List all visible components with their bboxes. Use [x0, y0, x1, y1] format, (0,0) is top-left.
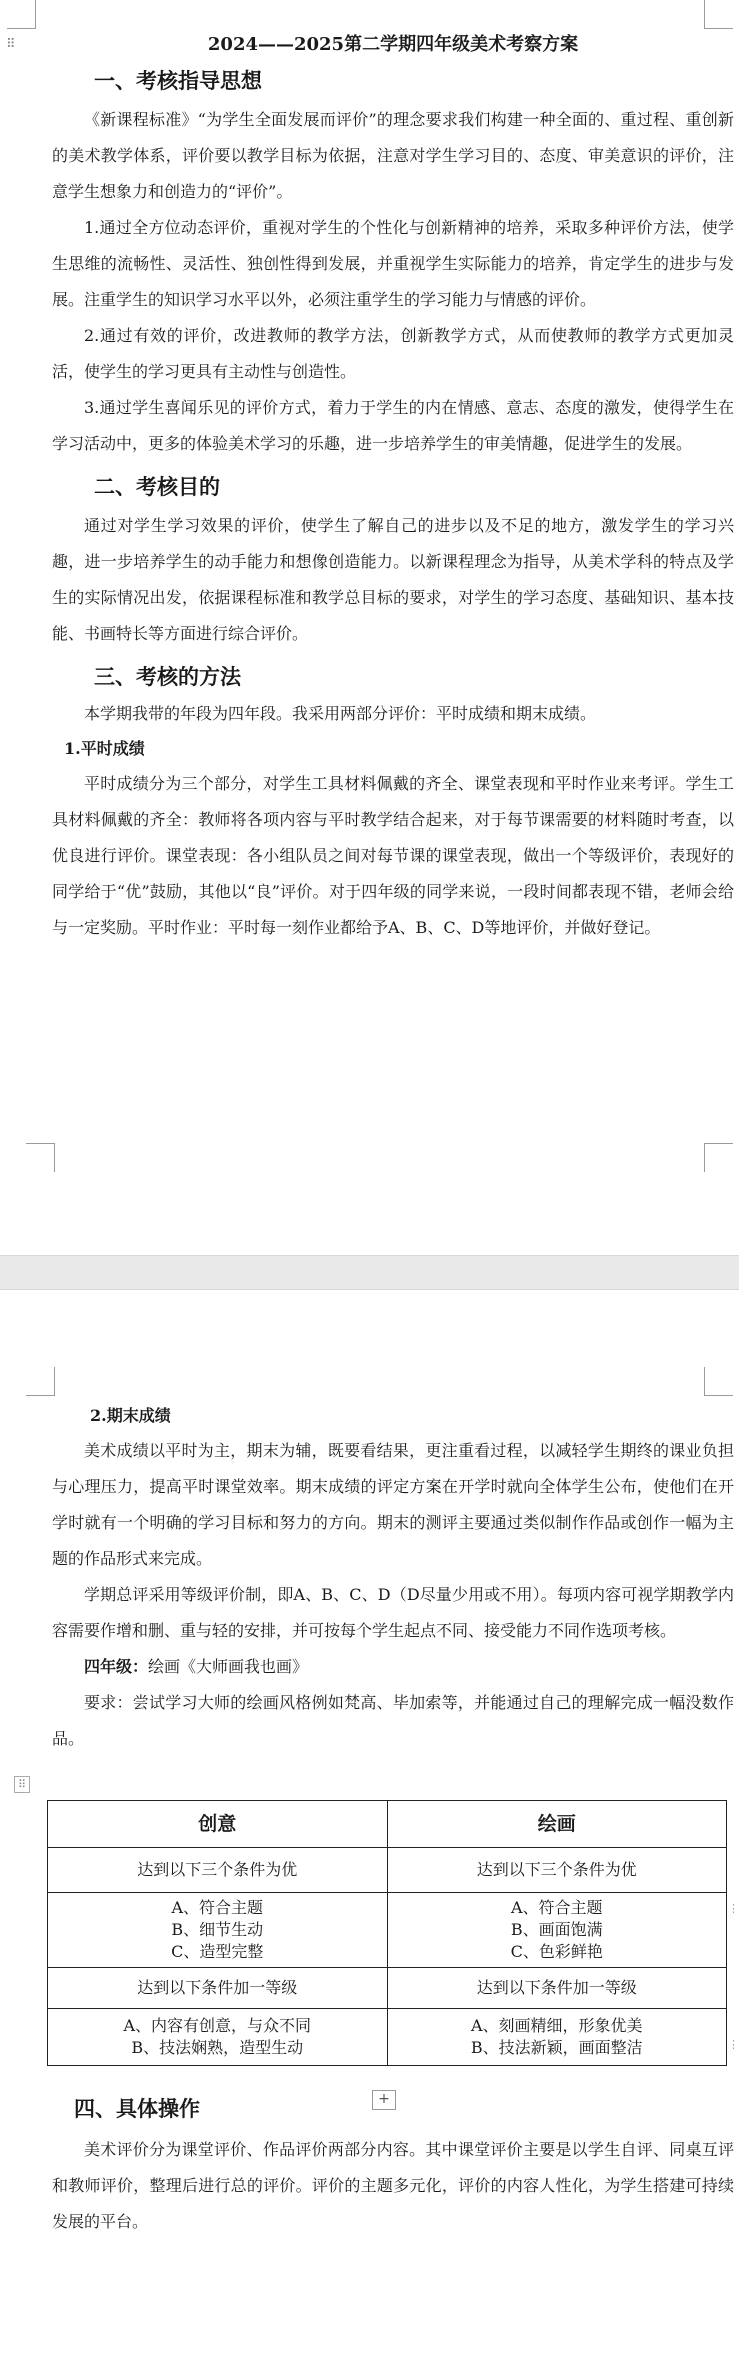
section-heading: 二、考核目的 [94, 474, 220, 499]
assessment-table [47, 1800, 727, 2066]
table-edge-marker[interactable]: ⋮ [728, 1902, 739, 1915]
subsection-heading: 2.期末成绩 [90, 1406, 171, 1425]
table-cell [48, 1893, 388, 1968]
document-title: 2024——2025第二学期四年级美术考察方案 [207, 34, 579, 55]
paragraph: 通过对学生学习效果的评价，使学生了解自己的进步以及不足的地方，激发学生的学习兴趣，进一步培养学生的动手能力和想像创造能力。以新课程理念为指导，从美术学科的特点及学生的实际情况出发，依据课程标准和教学总目标的要求，对学生的学习态度、基础知识、基本技能、书画特长等方面进行综合评价。 [52, 516, 734, 643]
section-heading: 一、考核指导思想 [94, 68, 262, 93]
paragraph: 《新课程标准》“为学生全面发展而评价”的理念要求我们构建一种全面的、重过程、重创新的美术教学体系，评价要以教学目标为依据，注意对学生学习目的、态度、审美意识的评价，注意学生想象力和创造力的“评价”。 [52, 110, 734, 201]
table-edge-marker[interactable]: ⋮ [728, 2038, 739, 2051]
table-cell: 达到以下条件加一等级 [387, 1968, 727, 2009]
grade-line [52, 1649, 734, 1685]
crop-mark [7, 0, 36, 29]
criterion: A、内容有创意，与众不同 [123, 2016, 312, 2035]
table-header: 绘画 [387, 1801, 727, 1848]
grade-label: 四年级： [84, 1657, 149, 1676]
paragraph: 2.通过有效的评价，改进教师的教学方法，创新教学方式，从而使教师的教学方式更加灵活，使学生的学习更具有主动性与创造性。 [52, 326, 734, 381]
document-page-2 [0, 1290, 739, 2379]
paragraph: 本学期我带的年段为四年段。我采用两部分评价：平时成绩和期末成绩。 [84, 704, 597, 723]
criterion: B、细节生动 [171, 1920, 264, 1939]
section-heading: 三、考核的方法 [94, 664, 241, 689]
criterion: C、色彩鲜艳 [510, 1942, 603, 1961]
drag-handle-icon[interactable]: ⠿ [6, 37, 16, 52]
plus-icon[interactable]: + [372, 2090, 396, 2110]
paragraph: 1.通过全方位动态评价，重视对学生的个性化与创新精神的培养，采取多种评价方法，使学生思维的流畅性、灵活性、独创性得到发展，并重视学生实际能力的培养，肯定学生的进步与发展。注重学生的知识学习水平以外，必须注重学生的学习能力与情感的评价。 [52, 218, 734, 309]
criterion: A、符合主题 [510, 1898, 603, 1917]
table-cell [48, 2009, 388, 2066]
subsection-heading: 1.平时成绩 [64, 739, 145, 758]
crop-mark [26, 1143, 55, 1172]
requirement-paragraph: 要求：尝试学习大师的绘画风格例如梵高、毕加索等，并能通过自己的理解完成一幅没数作品。 [52, 1693, 734, 1748]
table-handle-icon[interactable]: ⠿ [14, 1776, 30, 1793]
table-header: 创意 [48, 1801, 388, 1848]
crop-mark [704, 1367, 733, 1396]
crop-mark [704, 1143, 733, 1172]
table-cell: 达到以下条件加一等级 [48, 1968, 388, 2009]
section-guiding-thought [52, 66, 734, 462]
criterion: B、技法娴熟，造型生动 [131, 2038, 304, 2057]
paragraph: 学期总评采用等级评价制，即A、B、C、D（D尽量少用或不用）。每项内容可视学期教学内容需要作增和删、重与轻的安排，并可按每个学生起点不同、接受能力不同作选项考核。 [52, 1585, 734, 1640]
paragraph: 平时成绩分为三个部分，对学生工具材料佩戴的齐全、课堂表现和平时作业来考评。学生工具材料佩戴的齐全：教师将各项内容与平时教学结合起来，对于每节课需要的材料随时考查，以优良进行评价。课堂表现：各小组队员之间对每节课的课堂表现，做出一个等级评价，表现好的同学给于“优”鼓励，其他以“良”评价。对于四年级的同学来说，一段时间都表现不错，老师会给与一定奖励。平时作业：平时每一刻作业都给予A、B、C、D等地评价，并做好登记。 [52, 774, 734, 937]
paragraph: 3.通过学生喜闻乐见的评价方式，着力于学生的内在情感、意志、态度的激发，使得学生在学习活动中，更多的体验美术学习的乐趣，进一步培养学生的审美情趣，促进学生的发展。 [52, 398, 734, 453]
criterion: C、造型完整 [171, 1942, 264, 1961]
paragraph: 美术评价分为课堂评价、作品评价两部分内容。其中课堂评价主要是以学生自评、同桌互评和教师评价，整理后进行总的评价。评价的主题多元化，评价的内容人性化，为学生搭建可持续发展的平台。 [52, 2140, 734, 2231]
crop-mark [26, 1367, 55, 1396]
page-gap [0, 1255, 739, 1290]
table-cell: 达到以下三个条件为优 [387, 1848, 727, 1893]
grade-task: 绘画《大师画我也画》 [148, 1657, 309, 1676]
table-cell [387, 1893, 727, 1968]
criterion: B、画面饱满 [510, 1920, 603, 1939]
paragraph: 美术成绩以平时为主，期末为辅，既要看结果，更注重看过程，以减轻学生期终的课业负担与心理压力，提高平时课堂效率。期末成绩的评定方案在开学时就向全体学生公布，使他们在开学时就有一个明确的学习目标和努力的方向。期末的测评主要通过类似制作作品或创作一幅为主题的作品形式来完成。 [52, 1441, 734, 1568]
criterion: A、符合主题 [171, 1898, 264, 1917]
table-cell [387, 2009, 727, 2066]
criterion: B、技法新颖，画面整洁 [470, 2038, 643, 2057]
section-purpose [52, 472, 734, 652]
section-method [52, 662, 734, 946]
crop-mark [704, 0, 733, 29]
criterion: A、刻画精细，形象优美 [470, 2016, 643, 2035]
section-heading: 四、具体操作 [74, 2096, 200, 2121]
table-cell: 达到以下三个条件为优 [48, 1848, 388, 1893]
